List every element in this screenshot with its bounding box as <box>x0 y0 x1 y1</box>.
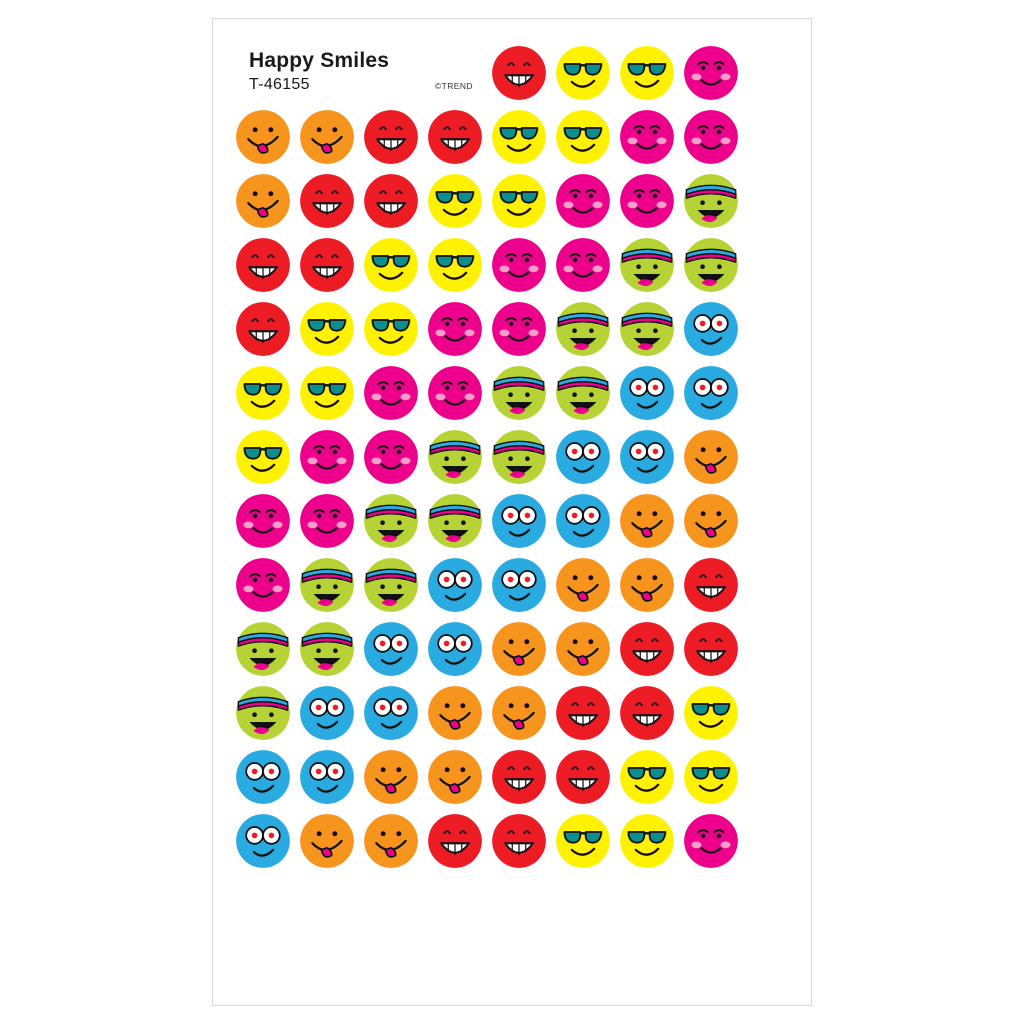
sticker-sheet <box>212 18 812 1006</box>
smiley-face-icon <box>235 109 291 165</box>
sticker-red-grin[interactable] <box>359 105 423 169</box>
sticker-red-grin[interactable] <box>551 745 615 809</box>
smiley-face-icon <box>491 557 547 613</box>
smiley-face-icon <box>683 493 739 549</box>
smiley-face-icon <box>555 557 611 613</box>
sticker-green-band[interactable] <box>487 361 551 425</box>
smiley-face-icon <box>619 109 675 165</box>
sticker-red-grin[interactable] <box>615 681 679 745</box>
smiley-face-icon <box>491 749 547 805</box>
smiley-face-icon <box>555 621 611 677</box>
smiley-face-icon <box>363 301 419 357</box>
smiley-face-icon <box>683 685 739 741</box>
smiley-face-icon <box>619 301 675 357</box>
sticker-pink-cheeks[interactable] <box>679 105 743 169</box>
smiley-face-icon <box>491 173 547 229</box>
sticker-pink-cheeks[interactable] <box>487 233 551 297</box>
sticker-green-band[interactable] <box>423 425 487 489</box>
smiley-face-icon <box>555 237 611 293</box>
sticker-pink-cheeks[interactable] <box>615 169 679 233</box>
smiley-face-icon <box>299 237 355 293</box>
sticker-yellow-shades[interactable] <box>295 297 359 361</box>
sticker-yellow-shades[interactable] <box>551 809 615 873</box>
smiley-face-icon <box>683 429 739 485</box>
sticker-orange-tongue[interactable] <box>231 169 295 233</box>
smiley-face-icon <box>427 557 483 613</box>
smiley-face-icon <box>491 365 547 421</box>
smiley-face-icon <box>683 621 739 677</box>
smiley-face-icon <box>299 365 355 421</box>
sticker-orange-tongue[interactable] <box>551 553 615 617</box>
smiley-face-icon <box>235 749 291 805</box>
sticker-grid <box>213 19 812 1006</box>
page-title: Happy Smiles <box>249 49 390 72</box>
smiley-face-icon <box>427 109 483 165</box>
sticker-orange-tongue[interactable] <box>615 489 679 553</box>
smiley-face-icon <box>363 813 419 869</box>
smiley-face-icon <box>491 621 547 677</box>
sticker-green-band[interactable] <box>295 617 359 681</box>
smiley-face-icon <box>427 301 483 357</box>
smiley-face-icon <box>427 237 483 293</box>
sticker-blue-googly[interactable] <box>679 297 743 361</box>
sticker-pink-cheeks[interactable] <box>679 41 743 105</box>
sticker-green-band[interactable] <box>551 361 615 425</box>
sticker-orange-tongue[interactable] <box>679 425 743 489</box>
smiley-face-icon <box>619 173 675 229</box>
smiley-face-icon <box>235 557 291 613</box>
smiley-face-icon <box>491 237 547 293</box>
smiley-face-icon <box>683 365 739 421</box>
sticker-green-band[interactable] <box>679 233 743 297</box>
sticker-red-grin[interactable] <box>359 169 423 233</box>
smiley-face-icon <box>491 493 547 549</box>
smiley-face-icon <box>363 365 419 421</box>
smiley-face-icon <box>619 493 675 549</box>
smiley-face-icon <box>299 493 355 549</box>
smiley-face-icon <box>235 429 291 485</box>
smiley-face-icon <box>299 109 355 165</box>
smiley-face-icon <box>619 685 675 741</box>
smiley-face-icon <box>555 813 611 869</box>
sticker-green-band[interactable] <box>423 489 487 553</box>
sticker-orange-tongue[interactable] <box>295 105 359 169</box>
sticker-blue-googly[interactable] <box>615 361 679 425</box>
smiley-face-icon <box>427 493 483 549</box>
smiley-face-icon <box>363 493 419 549</box>
smiley-face-icon <box>683 749 739 805</box>
sticker-orange-tongue[interactable] <box>615 553 679 617</box>
sticker-red-grin[interactable] <box>615 617 679 681</box>
smiley-face-icon <box>619 749 675 805</box>
smiley-face-icon <box>235 365 291 421</box>
smiley-face-icon <box>555 685 611 741</box>
sticker-orange-tongue[interactable] <box>359 809 423 873</box>
sticker-yellow-shades[interactable] <box>295 361 359 425</box>
smiley-face-icon <box>235 237 291 293</box>
smiley-face-icon <box>555 749 611 805</box>
sticker-pink-cheeks[interactable] <box>295 425 359 489</box>
sticker-yellow-shades[interactable] <box>551 41 615 105</box>
sticker-red-grin[interactable] <box>551 681 615 745</box>
smiley-face-icon <box>363 557 419 613</box>
sticker-yellow-shades[interactable] <box>487 169 551 233</box>
smiley-face-icon <box>555 429 611 485</box>
sticker-pink-cheeks[interactable] <box>551 169 615 233</box>
smiley-face-icon <box>555 365 611 421</box>
smiley-face-icon <box>683 557 739 613</box>
smiley-face-icon <box>619 45 675 101</box>
sticker-blue-googly[interactable] <box>551 425 615 489</box>
sticker-green-band[interactable] <box>487 425 551 489</box>
sticker-blue-googly[interactable] <box>295 745 359 809</box>
smiley-face-icon <box>619 429 675 485</box>
sticker-red-grin[interactable] <box>487 745 551 809</box>
smiley-face-icon <box>555 45 611 101</box>
sticker-blue-googly[interactable] <box>487 553 551 617</box>
sticker-red-grin[interactable] <box>423 105 487 169</box>
sticker-pink-cheeks[interactable] <box>231 553 295 617</box>
sticker-yellow-shades[interactable] <box>231 361 295 425</box>
sticker-blue-googly[interactable] <box>231 745 295 809</box>
sticker-pink-cheeks[interactable] <box>423 297 487 361</box>
sticker-pink-cheeks[interactable] <box>615 105 679 169</box>
smiley-face-icon <box>683 237 739 293</box>
sku-label: T-46155 <box>249 76 310 94</box>
sticker-green-band[interactable] <box>359 553 423 617</box>
smiley-face-icon <box>427 749 483 805</box>
smiley-face-icon <box>363 173 419 229</box>
sticker-yellow-shades[interactable] <box>359 297 423 361</box>
smiley-face-icon <box>491 429 547 485</box>
smiley-face-icon <box>555 301 611 357</box>
sticker-orange-tongue[interactable] <box>295 809 359 873</box>
smiley-face-icon <box>491 109 547 165</box>
sticker-yellow-shades[interactable] <box>615 809 679 873</box>
smiley-face-icon <box>555 109 611 165</box>
sticker-pink-cheeks[interactable] <box>359 425 423 489</box>
smiley-face-icon <box>299 557 355 613</box>
smiley-face-icon <box>683 813 739 869</box>
sticker-yellow-shades[interactable] <box>679 745 743 809</box>
sticker-red-grin[interactable] <box>487 41 551 105</box>
sticker-pink-cheeks[interactable] <box>359 361 423 425</box>
smiley-face-icon <box>427 429 483 485</box>
sticker-yellow-shades[interactable] <box>551 105 615 169</box>
sticker-red-grin[interactable] <box>423 809 487 873</box>
smiley-face-icon <box>363 621 419 677</box>
sticker-yellow-shades[interactable] <box>679 681 743 745</box>
sticker-blue-googly[interactable] <box>359 681 423 745</box>
smiley-face-icon <box>235 813 291 869</box>
smiley-face-icon <box>299 301 355 357</box>
sticker-pink-cheeks[interactable] <box>679 809 743 873</box>
sticker-green-band[interactable] <box>679 169 743 233</box>
brand-label: ©TREND <box>435 81 473 91</box>
smiley-face-icon <box>491 685 547 741</box>
sticker-green-band[interactable] <box>615 233 679 297</box>
smiley-face-icon <box>619 557 675 613</box>
sticker-blue-googly[interactable] <box>423 553 487 617</box>
sticker-yellow-shades[interactable] <box>423 169 487 233</box>
sticker-green-band[interactable] <box>231 681 295 745</box>
smiley-face-icon <box>363 109 419 165</box>
sticker-yellow-shades[interactable] <box>615 41 679 105</box>
sticker-red-grin[interactable] <box>295 233 359 297</box>
sticker-blue-googly[interactable] <box>679 361 743 425</box>
smiley-face-icon <box>363 685 419 741</box>
sticker-red-grin[interactable] <box>679 617 743 681</box>
sticker-green-band[interactable] <box>295 553 359 617</box>
sticker-orange-tongue[interactable] <box>423 745 487 809</box>
sticker-green-band[interactable] <box>359 489 423 553</box>
smiley-face-icon <box>235 173 291 229</box>
sticker-orange-tongue[interactable] <box>359 745 423 809</box>
sticker-orange-tongue[interactable] <box>487 681 551 745</box>
smiley-face-icon <box>683 173 739 229</box>
sticker-pink-cheeks[interactable] <box>295 489 359 553</box>
sticker-yellow-shades[interactable] <box>615 745 679 809</box>
sticker-yellow-shades[interactable] <box>423 233 487 297</box>
sticker-yellow-shades[interactable] <box>359 233 423 297</box>
smiley-face-icon <box>683 45 739 101</box>
sticker-blue-googly[interactable] <box>487 489 551 553</box>
sticker-yellow-shades[interactable] <box>487 105 551 169</box>
smiley-face-icon <box>299 429 355 485</box>
sticker-green-band[interactable] <box>615 297 679 361</box>
sticker-blue-googly[interactable] <box>615 425 679 489</box>
sticker-blue-googly[interactable] <box>423 617 487 681</box>
sticker-blue-googly[interactable] <box>551 489 615 553</box>
smiley-face-icon <box>363 237 419 293</box>
sticker-orange-tongue[interactable] <box>679 489 743 553</box>
smiley-face-icon <box>427 621 483 677</box>
smiley-face-icon <box>299 749 355 805</box>
sticker-orange-tongue[interactable] <box>423 681 487 745</box>
sticker-red-grin[interactable] <box>487 809 551 873</box>
smiley-face-icon <box>683 301 739 357</box>
smiley-face-icon <box>299 685 355 741</box>
smiley-face-icon <box>427 365 483 421</box>
smiley-face-icon <box>619 621 675 677</box>
smiley-face-icon <box>235 685 291 741</box>
smiley-face-icon <box>683 109 739 165</box>
smiley-face-icon <box>299 813 355 869</box>
sticker-pink-cheeks[interactable] <box>231 489 295 553</box>
smiley-face-icon <box>235 301 291 357</box>
smiley-face-icon <box>363 429 419 485</box>
smiley-face-icon <box>299 173 355 229</box>
sticker-orange-tongue[interactable] <box>231 105 295 169</box>
sticker-orange-tongue[interactable] <box>487 617 551 681</box>
sticker-blue-googly[interactable] <box>359 617 423 681</box>
sticker-pink-cheeks[interactable] <box>551 233 615 297</box>
sticker-blue-googly[interactable] <box>295 681 359 745</box>
smiley-face-icon <box>491 301 547 357</box>
smiley-face-icon <box>555 173 611 229</box>
smiley-face-icon <box>619 237 675 293</box>
smiley-face-icon <box>619 365 675 421</box>
smiley-face-icon <box>427 685 483 741</box>
sticker-pink-cheeks[interactable] <box>487 297 551 361</box>
smiley-face-icon <box>363 749 419 805</box>
sticker-pink-cheeks[interactable] <box>423 361 487 425</box>
sticker-orange-tongue[interactable] <box>551 617 615 681</box>
sticker-green-band[interactable] <box>231 617 295 681</box>
smiley-face-icon <box>235 493 291 549</box>
sticker-red-grin[interactable] <box>679 553 743 617</box>
sticker-blue-googly[interactable] <box>231 809 295 873</box>
sticker-yellow-shades[interactable] <box>231 425 295 489</box>
sticker-red-grin[interactable] <box>295 169 359 233</box>
smiley-face-icon <box>619 813 675 869</box>
sticker-red-grin[interactable] <box>231 297 295 361</box>
sticker-red-grin[interactable] <box>231 233 295 297</box>
smiley-face-icon <box>427 813 483 869</box>
smiley-face-icon <box>555 493 611 549</box>
smiley-face-icon <box>491 813 547 869</box>
smiley-face-icon <box>491 45 547 101</box>
smiley-face-icon <box>427 173 483 229</box>
smiley-face-icon <box>235 621 291 677</box>
smiley-face-icon <box>299 621 355 677</box>
sticker-green-band[interactable] <box>551 297 615 361</box>
